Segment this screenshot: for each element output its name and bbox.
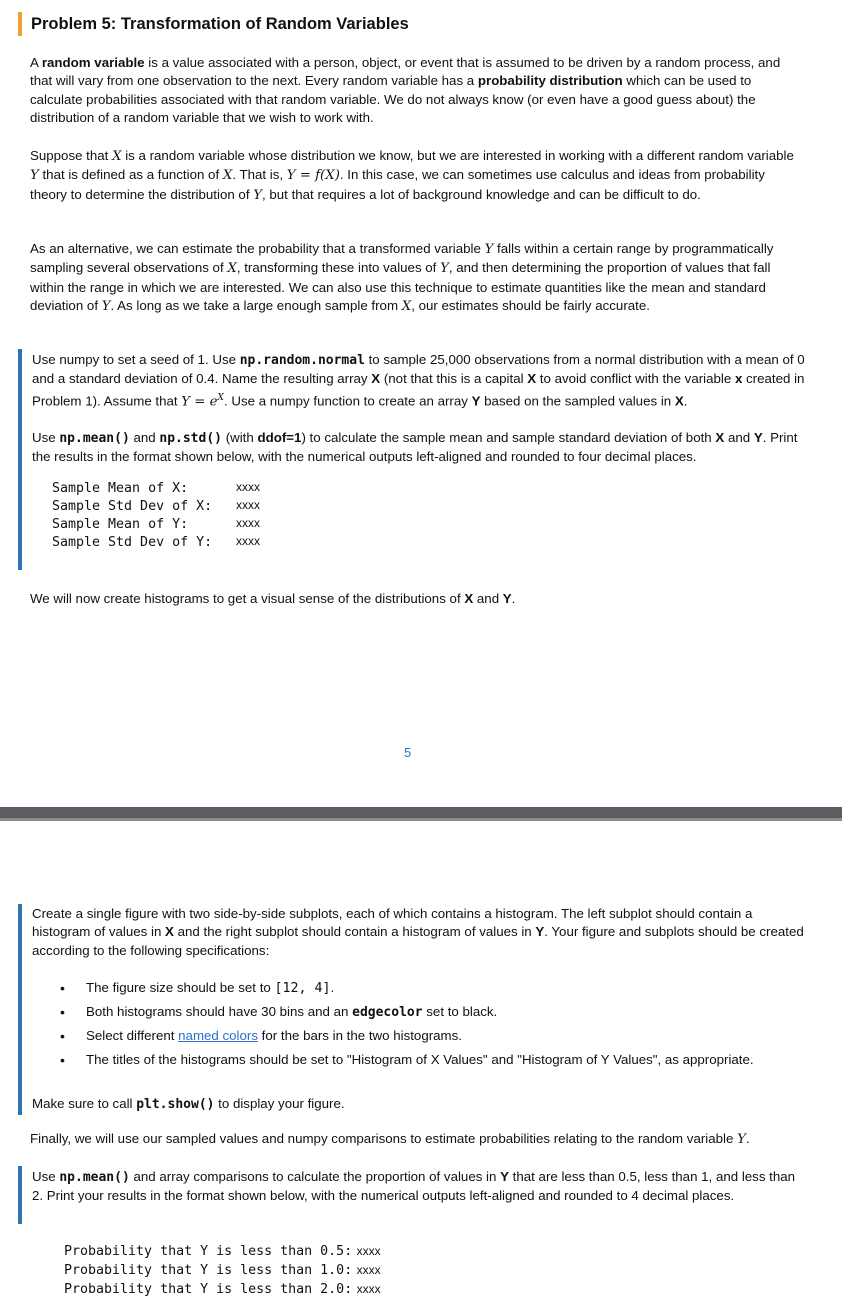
- text: Select different: [86, 1028, 179, 1044]
- output-label: Sample Mean of X:: [52, 481, 189, 497]
- text: set to black.: [422, 1004, 498, 1019]
- text: .: [511, 591, 516, 606]
- text: to sample 25,000 observations from a normal distribution with a mean of 0 and a standard deviation of 0.4. Name the resulting array: [32, 352, 805, 387]
- code: plt.show(): [136, 1097, 215, 1112]
- output-value: xxxx: [236, 534, 260, 549]
- output-line: [64, 1280, 381, 1299]
- text: Finally, we will use our sampled values and numpy comparisons to estimate probabilities relating to the random variable: [30, 1131, 738, 1146]
- text: that are less than 0.5, less than 1, and less than 2. Print your results in the format shown below, with the numerical outputs left-aligned and rounded to 4 decimal places.: [32, 1169, 796, 1204]
- text: Create a single figure with two side-by-side subplots, each of which contains a histogram. The left subplot should contain a histogram of values in: [32, 906, 753, 940]
- named-colors-link[interactable]: named colors: [178, 1028, 258, 1044]
- problem-title: Problem 5: Transformation of Random Variables: [18, 12, 409, 36]
- text: ) to calculate the sample mean and sample standard deviation of both: [301, 429, 716, 445]
- math: Y = f(X): [286, 168, 340, 184]
- output-line: [52, 498, 808, 516]
- text: is a random variable whose distribution we know, but we are interested in working with a different random variable: [121, 148, 794, 163]
- output-line: [52, 516, 808, 534]
- instruction-block-1: [18, 349, 808, 570]
- math: X: [112, 149, 122, 164]
- output-line: [64, 1261, 381, 1280]
- text: .: [745, 1131, 750, 1146]
- text: created in Problem 1). Assume that: [32, 371, 805, 409]
- output-line: [64, 1242, 381, 1261]
- text: .: [683, 393, 688, 409]
- text: Y: [500, 1169, 509, 1184]
- code: np.mean(): [59, 1170, 130, 1185]
- text: x: [734, 371, 743, 387]
- show-note: [32, 1095, 345, 1114]
- output-value: xxxx: [236, 516, 260, 531]
- text: X: [715, 429, 725, 445]
- math: X: [217, 392, 224, 403]
- text: falls within a certain range by programmatically sampling several observations of: [30, 241, 774, 276]
- output-value: xxxx: [236, 498, 260, 513]
- output-label: Sample Std Dev of X:: [52, 499, 213, 515]
- histogram-instructions: [32, 904, 808, 960]
- math: X: [227, 261, 237, 277]
- text: ddof=1: [257, 429, 302, 445]
- text: . Use a numpy function to create an array: [223, 393, 472, 409]
- term-random-variable: random variable: [41, 55, 145, 70]
- code: np.random.normal: [239, 353, 365, 368]
- output-label: Sample Std Dev of Y:: [52, 535, 213, 551]
- text: . Print the results in the format shown below, with the numerical outputs left-aligned and rounded to four decimal places.: [32, 429, 798, 465]
- stats-instructions: [32, 429, 808, 467]
- text: Use: [32, 1169, 60, 1184]
- intro-paragraph: [30, 54, 802, 128]
- text: Both histograms should have 30 bins and an: [86, 1004, 353, 1019]
- probability-instructions: [32, 1166, 808, 1206]
- math: Y: [253, 187, 262, 203]
- page-divider: [0, 807, 842, 821]
- function-paragraph: [30, 147, 802, 205]
- page-6: [0, 821, 842, 1312]
- text: X: [527, 371, 537, 387]
- text: which can be used to calculate probabilities associated with that random variable. We do not always know (or even have a good guess about) the distribution of a random variable that we wish to work with.: [30, 73, 756, 126]
- code: [12, 4]: [274, 981, 331, 996]
- output-line: [52, 534, 808, 552]
- text: Y: [471, 393, 481, 409]
- text: that is defined as a function of: [38, 167, 223, 183]
- output-label: Probability that Y is less than 1.0:: [64, 1263, 353, 1278]
- text: Use numpy to set a seed of 1. Use: [32, 352, 240, 367]
- sampling-instructions: [32, 349, 808, 412]
- histogram-intro: [30, 590, 802, 608]
- spec-bins: [32, 1003, 808, 1022]
- math: Y: [101, 299, 111, 315]
- spec-list: [32, 979, 808, 1069]
- text: X: [371, 371, 381, 387]
- math: Y: [30, 168, 39, 184]
- page-number: 5: [404, 745, 412, 760]
- output-label: Probability that Y is less than 0.5:: [64, 1244, 353, 1259]
- specs-block: [18, 962, 808, 1115]
- instruction-block-3: [18, 1166, 808, 1224]
- text: The figure size should be set to: [86, 980, 275, 995]
- text: We will now create histograms to get a visual sense of the distributions of: [30, 591, 465, 606]
- output-value: xxxx: [356, 1263, 381, 1277]
- text: X: [165, 924, 174, 940]
- term-probability-distribution: probability distribution: [477, 73, 623, 89]
- text: The titles of the histograms should be set to "Histogram of X Values" and "Histogram of Y Values", as appropriate.: [86, 1051, 754, 1067]
- code: edgecolor: [352, 1005, 423, 1020]
- text: for the bars in the two histograms.: [257, 1028, 462, 1044]
- text: and: [129, 429, 160, 445]
- output-label: Sample Mean of Y:: [52, 517, 189, 533]
- text: A: [30, 55, 42, 70]
- math: Y: [737, 1132, 746, 1147]
- expected-output-stats: [52, 480, 808, 552]
- code: np.std(): [159, 430, 222, 446]
- math: X: [222, 168, 233, 184]
- math: X: [401, 299, 412, 315]
- text: . Your figure and subplots should be created according to the following specifications:: [32, 924, 804, 958]
- text: Make sure to call: [32, 1096, 137, 1111]
- expected-output-probabilities: [64, 1242, 381, 1299]
- text: As an alternative, we can estimate the probability that a transformed variable: [30, 241, 485, 256]
- code: np.mean(): [59, 430, 130, 446]
- text: based on the sampled values in: [480, 393, 675, 409]
- math: Y: [440, 261, 449, 277]
- text: X: [464, 591, 474, 606]
- math: Y = e: [181, 394, 218, 410]
- text: and: [473, 591, 503, 606]
- spec-titles: [32, 1051, 808, 1069]
- text: to display your figure.: [214, 1096, 345, 1111]
- text: , our estimates should be fairly accurate.: [411, 298, 650, 314]
- output-value: xxxx: [356, 1282, 381, 1296]
- spec-colors: [32, 1027, 808, 1045]
- output-label: Probability that Y is less than 2.0:: [64, 1282, 353, 1297]
- text: . In this case, we can sometimes use calculus and ideas from probability theory to determine the distribution of: [30, 167, 765, 202]
- output-value: xxxx: [356, 1244, 381, 1258]
- alternative-paragraph: [30, 240, 802, 317]
- output-value: xxxx: [236, 480, 260, 495]
- text: .: [330, 980, 335, 995]
- text: and the right subplot should contain a histogram of values in: [173, 924, 536, 940]
- text: . That is,: [232, 167, 287, 183]
- text: and array comparisons to calculate the proportion of values in: [129, 1169, 501, 1184]
- text: , transforming these into values of: [236, 260, 441, 276]
- instruction-block-2: [18, 904, 808, 962]
- spec-figure-size: [32, 979, 808, 998]
- text: Use: [32, 429, 60, 445]
- text: to avoid conflict with the variable: [536, 371, 735, 387]
- text: . As long as we take a large enough sample from: [110, 298, 402, 314]
- text: , but that requires a lot of background knowledge and can be difficult to do.: [262, 186, 701, 202]
- text: (not that this is a capital: [380, 371, 528, 387]
- text: (with: [222, 429, 258, 445]
- math: Y: [484, 242, 494, 257]
- text: X: [674, 393, 684, 409]
- text: is a value associated with a person, object, or event that is assumed to be driven by a random process, and that will vary from one observation to the next. Every random variable has a: [30, 55, 781, 89]
- output-line: [52, 480, 808, 498]
- text: Y: [502, 591, 512, 606]
- text: Y: [753, 429, 763, 445]
- text: Y: [535, 924, 545, 940]
- text: Suppose that: [30, 148, 113, 163]
- text: , and then determining the proportion of values that fall within the range in which we are interested. We can also use this technique to estimate quantities like the mean and standard deviation of: [30, 260, 771, 314]
- text: and: [724, 429, 754, 445]
- probability-intro: [30, 1130, 802, 1149]
